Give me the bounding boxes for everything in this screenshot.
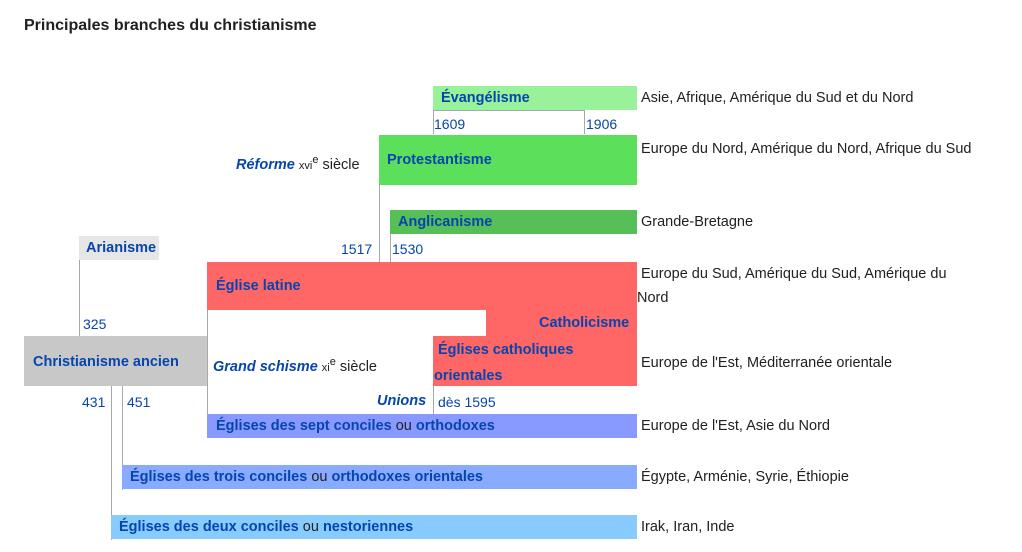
schisme-century: xi (321, 361, 330, 374)
connector-arianisme (79, 260, 80, 336)
deux-conciles-ou: ou (302, 519, 319, 535)
reforme-siecle-word: siècle (322, 156, 360, 173)
trois-conciles-label (130, 467, 483, 487)
connector-evangel-end (584, 110, 585, 134)
sept-conciles-label (216, 416, 495, 436)
anglicanisme-label[interactable]: Anglicanisme (398, 214, 493, 230)
sept-conciles-region: Europe de l'Est, Asie du Nord (641, 418, 830, 434)
christianisme-ancien-label[interactable]: Christianisme ancien (33, 354, 179, 370)
connector-anglican (390, 234, 391, 262)
sept-conciles-ou: ou (395, 418, 412, 434)
trois-conciles-link[interactable]: Églises des trois conciles (130, 469, 308, 485)
date-1530: 1530 (392, 241, 424, 257)
evangelisme-label[interactable]: Évangélisme (441, 90, 530, 106)
reforme-label[interactable]: Réforme (236, 156, 295, 173)
protestantisme-label[interactable]: Protestantisme (387, 152, 492, 168)
reforme-century: xvi (298, 159, 313, 172)
eglise-latine-label[interactable]: Église latine (216, 278, 301, 294)
deux-conciles-region: Irak, Iran, Inde (641, 519, 735, 535)
nestoriennes-link[interactable]: nestoriennes (322, 519, 414, 535)
trois-conciles-ou: ou (311, 469, 328, 485)
grand-schisme-event (213, 352, 377, 378)
date-1609: 1609 (434, 116, 466, 132)
orthodoxes-orientales-link[interactable]: orthodoxes orientales (331, 469, 483, 485)
schisme-century-sup: e (329, 356, 336, 368)
deux-conciles-link[interactable]: Églises des deux conciles (119, 519, 299, 535)
grand-schisme-label[interactable]: Grand schisme (213, 358, 318, 375)
unions-date: dès 1595 (438, 394, 496, 410)
trois-conciles-region: Égypte, Arménie, Syrie, Éthiopie (641, 469, 849, 485)
connector-evangel-h (433, 110, 585, 111)
date-325: 325 (83, 316, 107, 332)
date-431: 431 (82, 394, 106, 410)
unions-label[interactable]: Unions (377, 393, 427, 409)
reforme-century-sup: e (312, 154, 319, 166)
unions-event (377, 391, 426, 411)
date-1517: 1517 (341, 241, 373, 257)
protestantisme-region: Europe du Nord, Amérique du Nord, Afrique du Sud (641, 141, 972, 157)
anglicanisme-region: Grande-Bretagne (641, 214, 754, 230)
catholicisme-label[interactable]: Catholicisme (539, 315, 630, 331)
deux-conciles-label (119, 517, 413, 537)
date-451: 451 (127, 394, 151, 410)
evangelisme-region: Asie, Afrique, Amérique du Sud et du Nord (641, 90, 914, 106)
arianisme-label[interactable]: Arianisme (86, 240, 157, 256)
eglise-latine-region: Europe du Sud, Amérique du Sud, Amérique du Nord (637, 266, 947, 306)
connector-protestant (379, 184, 380, 262)
reforme-event (236, 150, 360, 176)
sept-conciles-link[interactable]: Églises des sept conciles (216, 418, 392, 434)
orthodoxes-link[interactable]: orthodoxes (415, 418, 495, 434)
schisme-siecle-word: siècle (339, 358, 377, 375)
diagram-title: Principales branches du christianisme (24, 17, 317, 34)
date-1906: 1906 (586, 116, 618, 132)
catholiques-orientales-label[interactable]: Églises catholiques orientales (434, 342, 574, 384)
catholiques-orientales-region: Europe de l'Est, Méditerranée orientale (641, 355, 893, 371)
connector-unions (433, 386, 434, 414)
